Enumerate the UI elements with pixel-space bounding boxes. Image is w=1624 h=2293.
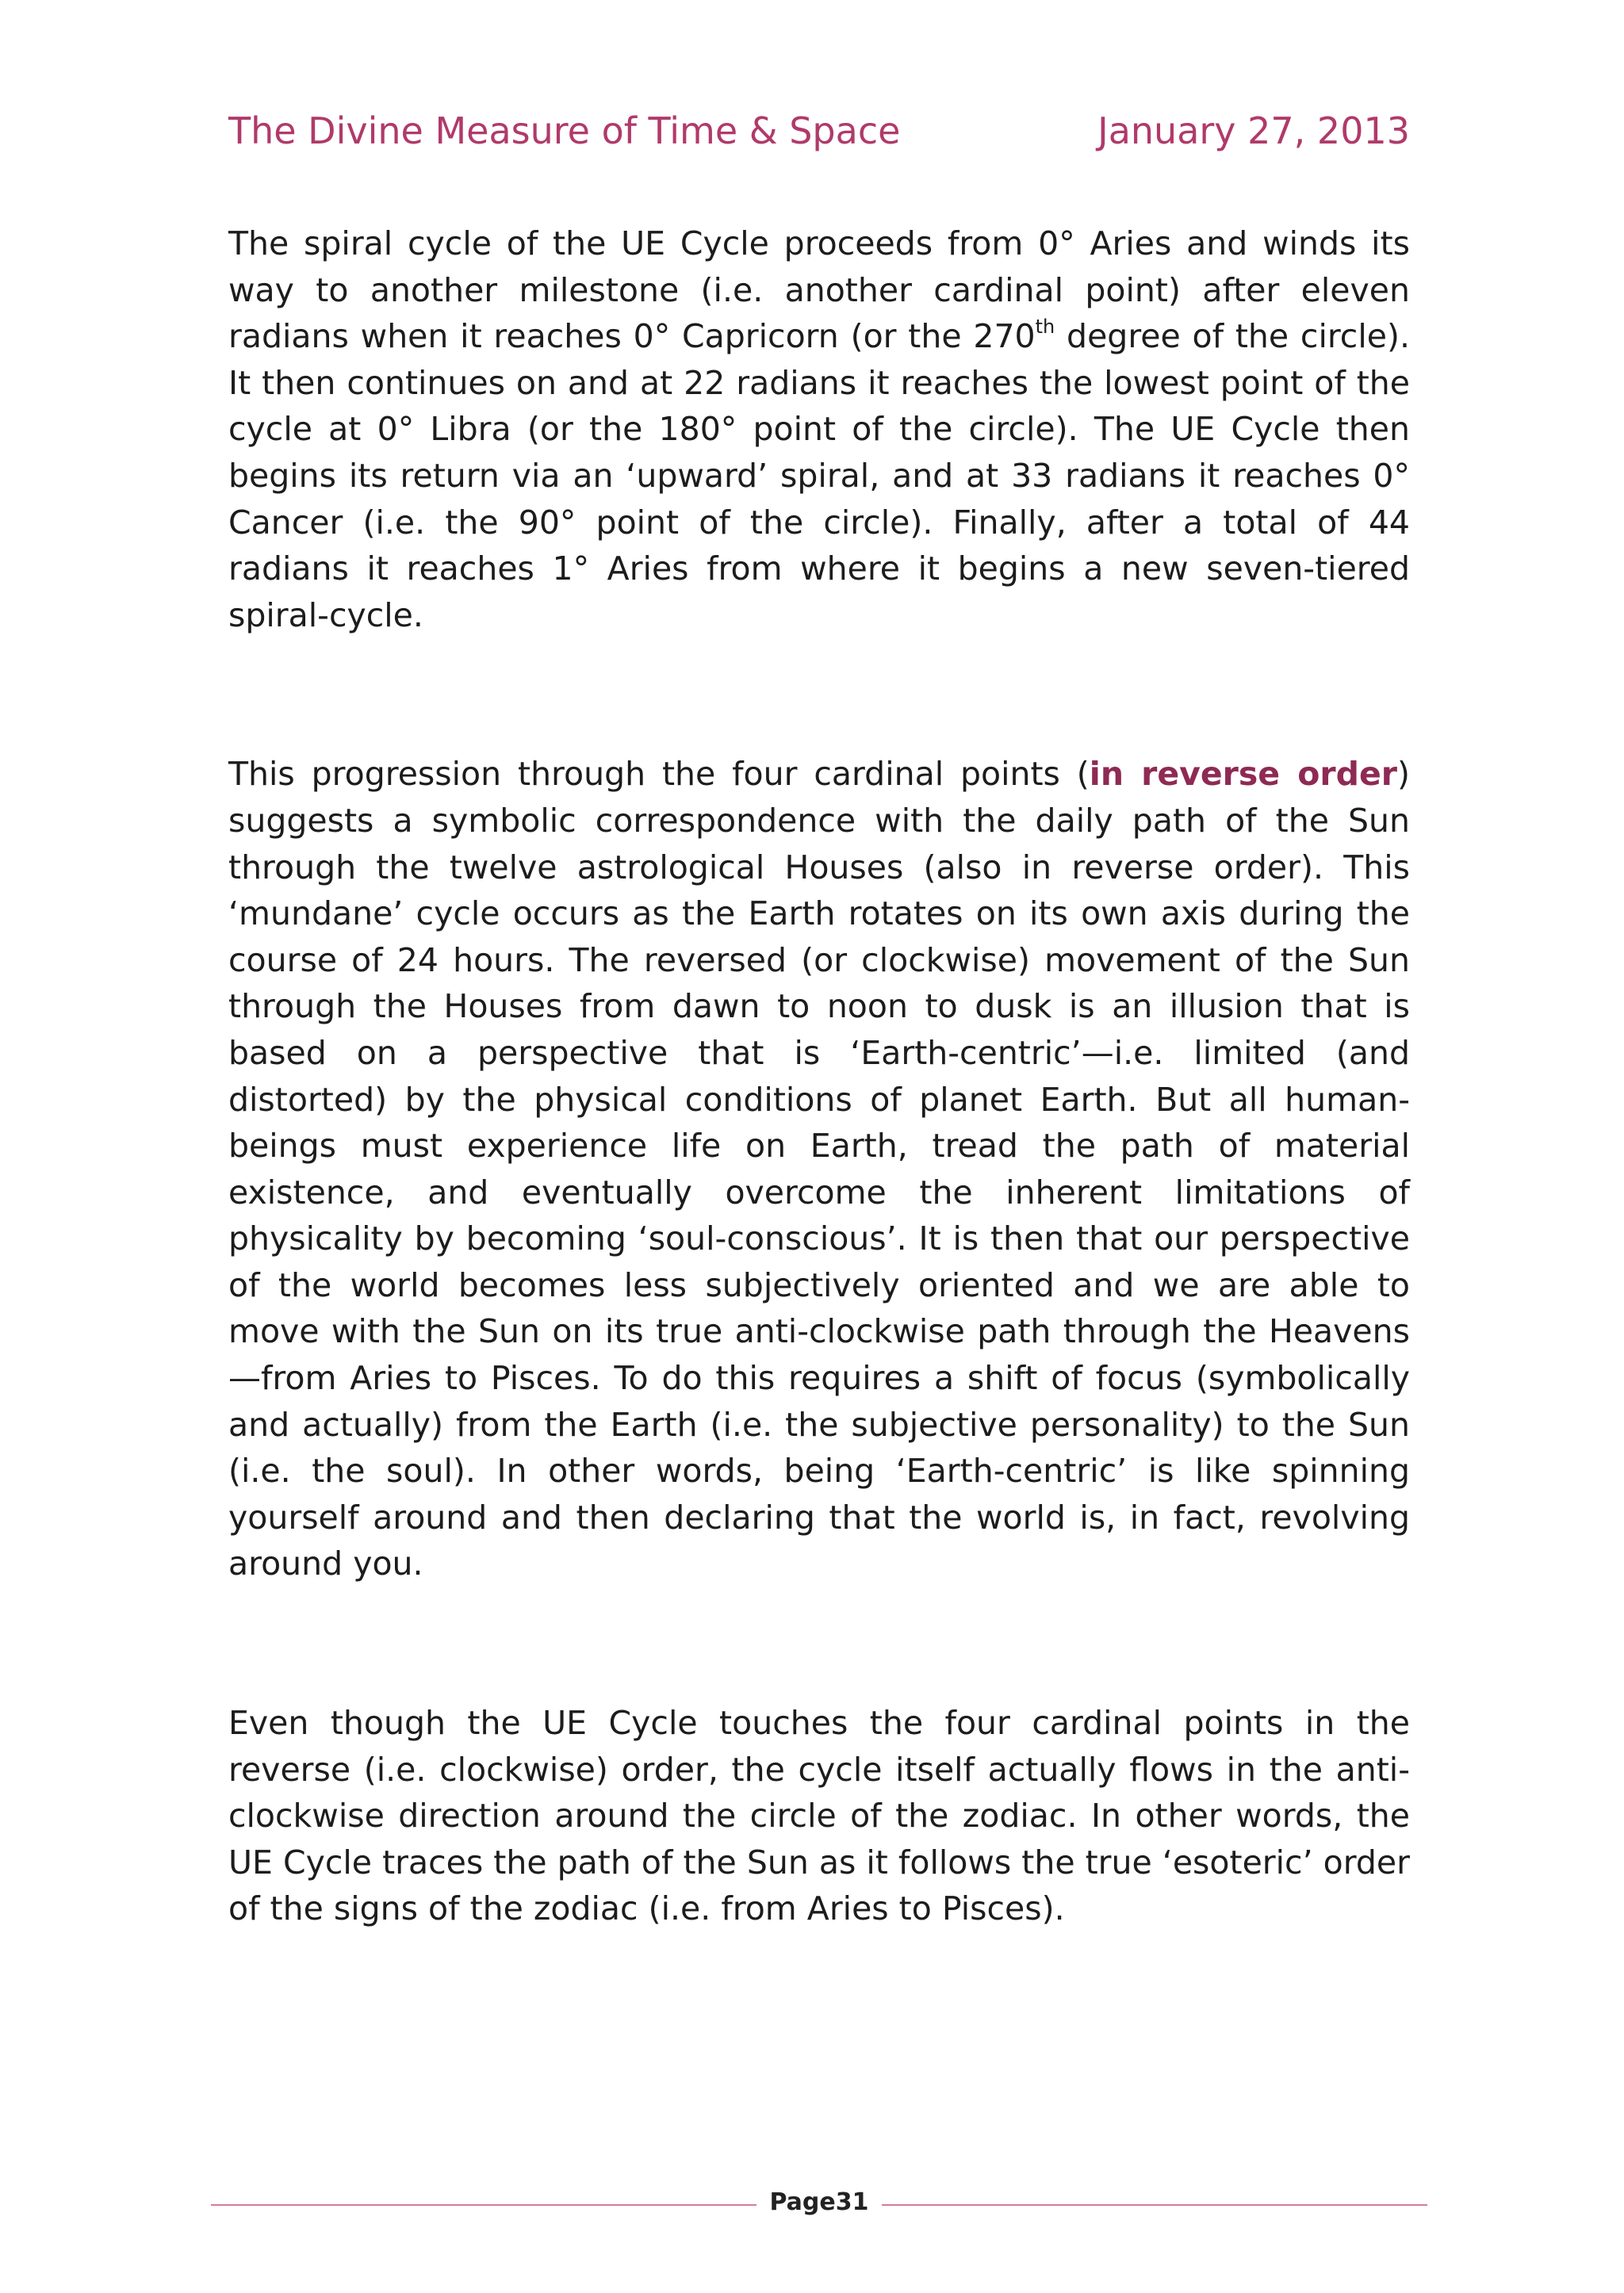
ordinal-suffix: th bbox=[1035, 316, 1055, 339]
document-title: The Divine Measure of Time & Space bbox=[228, 109, 901, 152]
paragraph-1 bbox=[228, 220, 1410, 638]
document-date: January 27, 2013 bbox=[1097, 109, 1410, 152]
paragraph-2-rest: ) suggests a symbolic correspondence with the daily path of the Sun through the twelve astrological Houses (also in reverse order). This ‘mundane’ cycle occurs as the Earth rotates on its own axis during the course of 24 hours. The reversed (or clockwise) movement of the Sun through the Houses from dawn to noon to dusk is an illusion that is based on a perspective that is ‘Earth-centric’—i.e. limited (and distorted) by the physical conditions of planet Earth. But all human-beings must experience life on Earth, tread the path of material existence, and eventually overcome the inherent limitations of physicality by becoming ‘soul-conscious’. It is then that our perspective of the world becomes less subjectively oriented and we are able to move with the Sun on its true anti-clockwise path through the Heavens—from Aries to Pisces. To do this requires a shift of focus (symbolically and actually) from the Earth (i.e. the subjective personality) to the Sun (i.e. the soul). In other words, being ‘Earth-centric’ is like spinning yourself around and then declaring that the world is, in fact, revolving around you. bbox=[228, 755, 1410, 1583]
paragraph-1-text-a: The spiral cycle of the UE Cycle proceeds from 0° Aries and winds its way to another milestone (i.e. another cardinal point) after eleven radians when it reaches 0° Capricorn (or the 270 bbox=[228, 224, 1410, 356]
paragraph-3: Even though the UE Cycle touches the four cardinal points in the reverse (i.e. clockwise) order, the cycle itself actually flows in the anti-clockwise direction around the circle of the zodiac. In other words, the UE Cycle traces the path of the Sun as it follows the true ‘esoteric’ order of the signs of the zodiac (i.e. from Aries to Pisces). bbox=[228, 1704, 1410, 1928]
emphasis-text: in reverse order bbox=[1089, 755, 1397, 794]
body-text bbox=[228, 220, 1410, 1932]
footer-rule-right bbox=[882, 2204, 1427, 2206]
paragraph-1-text-b: degree of the circle). It then continues on and at 22 radians it reaches the lowest point of the cycle at 0° Libra (or the 180° point of the circle). The UE Cycle then begins its return via an ‘upward’ spiral, and at 33 radians it reaches 0° Cancer (i.e. the 90° point of the circle). Finally, after a total of 44 radians it reaches 1° Aries from where it begins a new seven-tiered spiral-cycle. bbox=[228, 317, 1410, 634]
paragraph-2-lead: This progression through the four cardinal points ( bbox=[228, 755, 1090, 794]
paragraph-2 bbox=[228, 751, 1410, 1587]
page-footer bbox=[211, 2188, 1427, 2220]
page-header bbox=[228, 109, 1410, 160]
page-number: Page31 bbox=[769, 2188, 869, 2216]
